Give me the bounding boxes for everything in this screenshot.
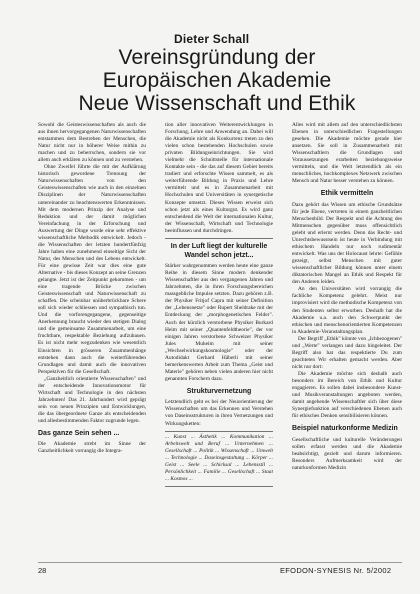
text-column-2 (165, 122, 273, 550)
title-line-1: Vereinsgründung der (118, 46, 316, 69)
divider (165, 431, 273, 432)
paragraph: Die Akademie möchte sich deshalb auch besonders im Bereich von Ethik und Kultur engagieren. Es sollen dabei insbesondere Kunst- und Musikveranstaltungen angeboten werden, damit angehende Wissenschaftler sich über diese Synergiefunktion auf verschiedenen Ebenen auch für ethisches Denken sensibilisieren können. (292, 370, 402, 420)
paragraph: Der Begriff „Ethik" könnte von „Ichbezogenen" und „Werte" verlangen und dazu hingeleitet. Der Begriff also hat das respektierte Du zum geachteten Wir erhalten gemacht werden. Aber nicht nur dort: (292, 335, 402, 370)
section-heading: Strukturvernetzung (186, 387, 252, 395)
paragraph: Die Akademie strebt im Sinne der Ganzheitlichkeit vorrangig die Integra- (38, 441, 146, 455)
section-heading: Beispiel naturkonforme Medizin (292, 425, 398, 433)
paragraph: Alles wird mit allem auf den unterschiedlichsten Ebenen in unterschiedlichen Fragestellungen gesehen. Die Akademie möchte gerade hier ansetzen. Sie soll in Zusammenarbeit mit Wissenschaftlern die Grundlagen und Voraussetzungen erarbeiten beziehungsweise vermitteln, und die Welt letztendlich als ein menschliches, hochkomplexes Netzwerk zwischen Mensch und Natur besser verstehen zu können. (292, 122, 402, 185)
paragraph: Letztendlich geht es bei der Neuorientierung der Wissenschaften um das Erkennen und Verstehen von Daseinsstrukturen in ihren Vernetzungen und Wirkungsketten: (165, 399, 273, 427)
title-line-2: Europäischen Akademie (102, 69, 332, 92)
divider (165, 486, 273, 487)
paragraph: Sowohl die Geisteswissenschaften als auch die aus ihnen hervorgegangenen Naturwissenschaften entstammen dem Bestreben der Menschen, die Natur nicht nur in höherer Weise mithin zu machen und zu beherrschen, sondern sie vor allem auch erklären zu können und zu verstehen. (38, 122, 146, 164)
section-heading: Das ganze Sein sehen ... (38, 430, 120, 438)
paragraph: Gesellschaftliche und kulturelle Veränderungen sollen erfasst werden und die Akademie beabsichtigt, gezielt und darum informieren. Besonders Aufmerksamkeit wird der naturkonformen Medizin (292, 436, 402, 471)
paragraph: Stärker wahrgenommen werden heute eine ganze Reihe in diesem Sinne modern denkender Wissenschaftler aus den vergangenen Jahren und Jahrzehnten, die in ihren Forschungsbereichen massgebliche Impulse setzten. Dazu gehören z.B. der Physiker Fritjof Capra mit seiner Definition der „Lebensnetze" oder Rupert Sheldrake mit der Entdeckung der „morphogenetischen Felder". Auch der kürzlich verstorbene Physiker Burkard Heim mit seiner „Quantenfeldtheorie", der vor einigen Jahren verstorbene Schweizer Physiker Jules Muheim mit seiner „Wechselwirkungskosmologie" oder der Autodidakt Gerhard Häberli mit seiner bemerkenswerten Arbeit zum Thema „Geist und Materie" gehören neben vielen anderen hier nicht genannten Forschern dazu. (165, 263, 273, 382)
divider (165, 238, 273, 239)
page-number: 28 (38, 566, 47, 575)
paragraph: Ohne Zweifel führte die mit der Aufklärung historisch gewordene Trennung der Naturwissenschaften von den Geisteswissenschaften wie auch in den einzelnen Disziplinen der Naturwissenschaften untereinander zu beachtenswerten Erkenntnissen. Mit dem modernen Prinzip der Analyse und Reduktion und der damit möglichen Vereinfachung in der Erforschung und Auswertung der Dinge wurde eine sehr effektive wissenschaftliche Methodik entwickelt. Jedoch - die Wissenschaften der letzten hundertfünfzig Jahre haben eine zunehmend einseitige Sicht der Natur, des Menschen und des Lebens entwickelt. Für eine gewisse Zeit war dies eine gute Alternative - bis dieses Konzept an seine Grenzen gelangte. Jetzt ist der Zeitpunkt gekommen - um eine tragende Brücke zwischen Geisteswissenschaft und Naturwissenschaft zu schaffen. Die scheinbar unüberbrückbare Schere soll sich wieder schliessen und sympathisch tun. Und die vorforengegangene, gegenseitige Anerkennung braucht wieder den stetigen Dialog und die gemeinsame Zusammenarbeit, um eine fruchtbare, respektable Beziehung aufzubauen. Es ist nicht mehr wegzudenken wie wesentlich Einsichten in grösseren Zusammenhänge entstehen dann auch die weiterführenden Grundlagen und damit auch die innovativen Perspektiven für die Gesellschaft. (38, 164, 146, 375)
journal-issue: EFODON-SYNESIS Nr. 5/2002 (280, 566, 392, 575)
paragraph: Dazu gehört das Wissen um ethische Grundsätze für jede Ebene, vertreten in einem ganzheitlichen Menschenbild. Der Respekt und die Achtung des Mitmenschen gegenüber muss offensichtlich gelebt und erlernt werden. Denn das Recht- und Unrechtsbewusstsein ist heute in Verbindung mit ethischem Handeln nur noch rudimentär entwickelt. Was uns der Holocaust lehrte: Gefühle gezeigt, selbst Menschen mit guter wissenschaftlicher Bildung können unter einem diktatorischen Mangel an Ethik und Respekt für den Anderen leiden. (292, 201, 402, 286)
keyword-list: ... Kunst ... Ästhetik ... Kommunikation ... Arbeitswelt und Beruf ... Unternehmen ... Gesellschaft ... Politik ... Wissenschaft ... Umwelt ... Technologie ... Daseinsgestaltung ... Körper ... Geist ... Seele ... Schicksal ... Lebensstil ... Persönlichkeit ... Familie ... Gesellschaft ... Staat ... Kosmos ... (165, 434, 273, 483)
article-title (44, 46, 390, 115)
text-column-3 (292, 122, 402, 550)
text-column-1 (38, 122, 146, 550)
paragraph: An den Universitäten wird vorrangig die fachliche Kompetenz gelehrt. Meist nur improvisiert wird die methodische Kompetenz von den Studenten selbst erworben. Deshalb hat die Akademie u.a. auch den Schwerpunkt der ethischen und menschenorientierten Kompetenzen in Akademie-Veranstaltungsplan. (292, 286, 402, 335)
title-line-3: Neue Wissenschaft und Ethik (78, 92, 356, 115)
paragraph: „Ganzheitlich orientierte Wissenschaften" und der entscheidende Innovationsmotor für Wirtschaft und Technologie in den nächsten Jahrzehnten! Das 21. Jahrhundert wird geprägt sein von neuen Prinzipien und Entwicklungen, die das übergeordnete Ganze als entscheidenden und allesbestimmenden Faktor zugrunde legen. (38, 375, 146, 424)
article-author: Dieter Schall (174, 32, 250, 46)
section-heading: Ethik vermitteln (320, 190, 374, 198)
paragraph: tion aller innovativen Weiterentwicklungen in Forschung, Lehre und Anwendung an. Dabei will die Akademie nicht als Konkurrenz treten zu den vielen schon bestehenden Hochschulen sowie privaten Bildungseinrichtungen. Sie wird vielmehr die Schnittstelle für internationale Kontakte sein - die das auf diesem Gebiet bereits tradiert und erforschte Wissen sammelt, es als weiterführende Bildung in Praxis und Lehre vermittelt und es in Zusammenarbeit mit Hochschulen und Universitäten in synergetische Konzepte umsetzt. Dieses Wissen erweist sich schon jetzt als eines Kulturgut. Es wird ganz entscheidend die Welt der internationalen Kultur, der Wissenschaft, Wirtschaft und Technologie beeinflussen und durchdringen. (165, 122, 273, 234)
section-heading: In der Luft liegt der kulturelle Wandel schon jetzt... (170, 243, 268, 259)
footer-rule (38, 562, 402, 563)
